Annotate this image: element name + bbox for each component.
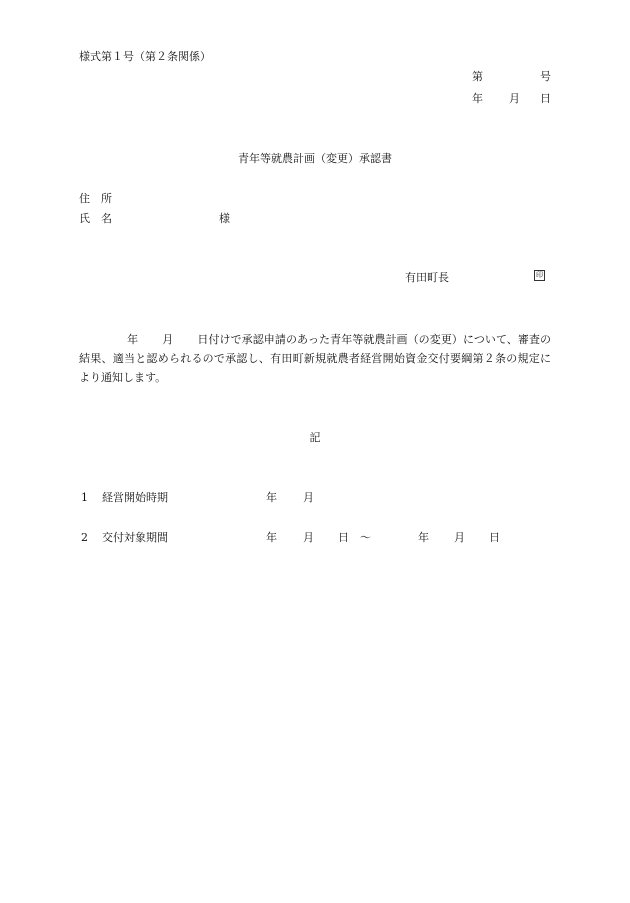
ki-heading: 記 — [309, 431, 321, 444]
form-number-label: 様式第１号（第２条関係） — [79, 50, 211, 63]
address-label: 住所 — [79, 192, 123, 205]
document-title: 青年等就農計画（変更）承認書 — [238, 152, 392, 165]
approval-body-text — [79, 330, 551, 387]
name-label: 氏名 — [79, 212, 123, 225]
item-2-number: 2 — [81, 531, 88, 544]
document-number-suffix: 号 — [540, 70, 551, 83]
item-2-start-month: 月 — [303, 531, 314, 544]
issue-date-year: 年 — [472, 92, 483, 105]
item-2-end-month: 月 — [454, 531, 465, 544]
seal-icon: 印 — [536, 271, 543, 279]
item-1-year: 年 — [266, 491, 277, 504]
body-main-text: 日付けで承認申請のあった青年等就農計画（の変更）について、審査の結果、適当と認められるので承認し、有田町新規就農者経営開始資金交付要綱第２条の規定により通知します。 — [79, 333, 552, 384]
honorific-sama: 様 — [219, 212, 230, 225]
item-2-start-year: 年 — [266, 531, 277, 544]
issuer-name: 有田町長 — [405, 271, 449, 284]
item-1-month: 月 — [303, 491, 314, 504]
item-2-start-day: 日 — [338, 531, 349, 544]
issue-date-month: 月 — [509, 92, 520, 105]
body-month: 月 — [162, 333, 174, 346]
document-number-prefix: 第 — [472, 70, 483, 83]
item-2-end-year: 年 — [418, 531, 429, 544]
item-2-end-day: 日 — [489, 531, 500, 544]
item-1-label: 経営開始時期 — [102, 491, 168, 504]
item-2-label: 交付対象期間 — [102, 531, 168, 544]
body-year: 年 — [127, 333, 139, 346]
issue-date-day: 日 — [540, 92, 551, 105]
item-2-range-tilde: ～ — [360, 531, 371, 544]
item-1-number: 1 — [81, 491, 88, 504]
